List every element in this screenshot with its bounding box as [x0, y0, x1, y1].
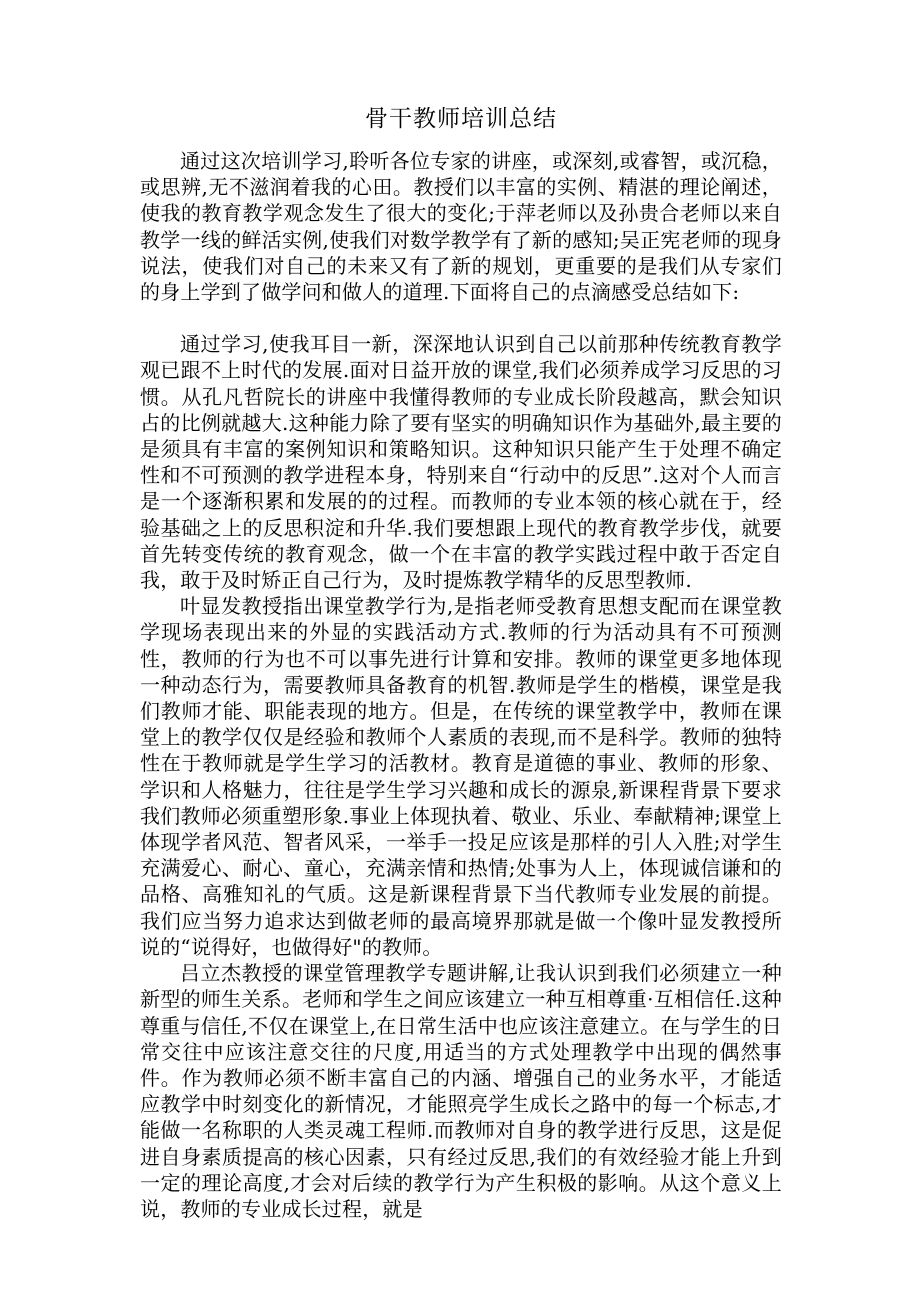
document-page: [140, 102, 782, 1222]
paragraph-intro: 通过这次培训学习,聆听各位专家的讲座，或深刻,或睿智，或沉稳，或思辨,无不滋润着我的心田。教授们以丰富的实例、精湛的理论阐述，使我的教育教学观念发生了很大的变化;于萍老师以及孙贵合老师以来自教学一线的鲜活实例,使我们对数学教学有了新的感知;吴正宪老师的现身说法，使我们对自己的未来又有了新的规划，更重要的是我们从专家们的身上学到了做学问和做人的道理.下面将自己的点滴感受总结如下:: [140, 149, 782, 305]
document-title: 骨干教师培训总结: [365, 106, 557, 132]
paragraph-teacher-student-relationship: 吕立杰教授的课堂管理教学专题讲解,让我认识到我们必须建立一种新型的师生关系。老师和学生之间应该建立一种互相尊重·互相信任.这种尊重与信任,不仅在课堂上,在日常生活中也应该注意建立。在与学生的日常交往中应该注意交往的尺度,用适当的方式处理教学中出现的偶然事件。作为教师必须不断丰富自己的内涵、增强自己的业务水平，才能适应教学中时刻变化的新情况，才能照亮学生成长之路中的每一个标志,才能做一名称职的人类灵魂工程师.而教师对自身的教学进行反思，这是促进自身素质提高的核心因素，只有经过反思,我们的有效经验才能上升到一定的理论高度,才会对后续的教学行为产生积极的影响。从这个意义上说，教师的专业成长过程，就是: [140, 961, 782, 1221]
paragraph-reflection: 通过学习,使我耳目一新，深深地认识到自己以前那种传统教育教学观已跟不上时代的发展.面对日益开放的课堂,我们必须养成学习反思的习惯。从孔凡哲院长的讲座中我懂得教师的专业成长阶段越高，默会知识占的比例就越大.这种能力除了要有坚实的明确知识作为基础外,最主要的是须具有丰富的案例知识和策略知识。这种知识只能产生于处理不确定性和不可预测的教学进程本身，特别来自“行动中的反思”.这对个人而言是一个逐渐积累和发展的的过程。而教师的专业本领的核心就在于，经验基础之上的反思积淀和升华.我们要想跟上现代的教育教学步伐，就要首先转变传统的教育观念，做一个在丰富的教学实践过程中敢于否定自我，敢于及时矫正自己行为，及时提炼教学精华的反思型教师.: [140, 332, 782, 593]
paragraph-classroom-behavior: 叶显发教授指出课堂教学行为,是指老师受教育思想支配而在课堂教学现场表现出来的外显的实践活动方式.教师的行为活动具有不可预测性，教师的行为也不可以事先进行计算和安排。教师的课堂更多地体现一种动态行为，需要教师具备教育的机智.教师是学生的楷模，课堂是我们教师才能、职能表现的地方。但是，在传统的课堂教学中，教师在课堂上的教学仅仅是经验和教师个人素质的表现,而不是科学。教师的独特性在于教师就是学生学习的活教材。教育是道德的事业、教师的形象、学识和人格魅力，往往是学生学习兴趣和成长的源泉,新课程背景下要求我们教师必须重塑形象.事业上体现执着、敬业、乐业、奉献精神;课堂上体现学者风范、智者风采，一举手一投足应该是那样的引人入胜;对学生充满爱心、耐心、童心，充满亲情和热情;处事为人上，体现诚信谦和的品格、高雅知礼的气质。这是新课程背景下当代教师专业发展的前提。我们应当努力追求达到做老师的最高境界那就是做一个像叶显发教授所说的“说得好，也做得好"的教师。: [140, 594, 782, 959]
